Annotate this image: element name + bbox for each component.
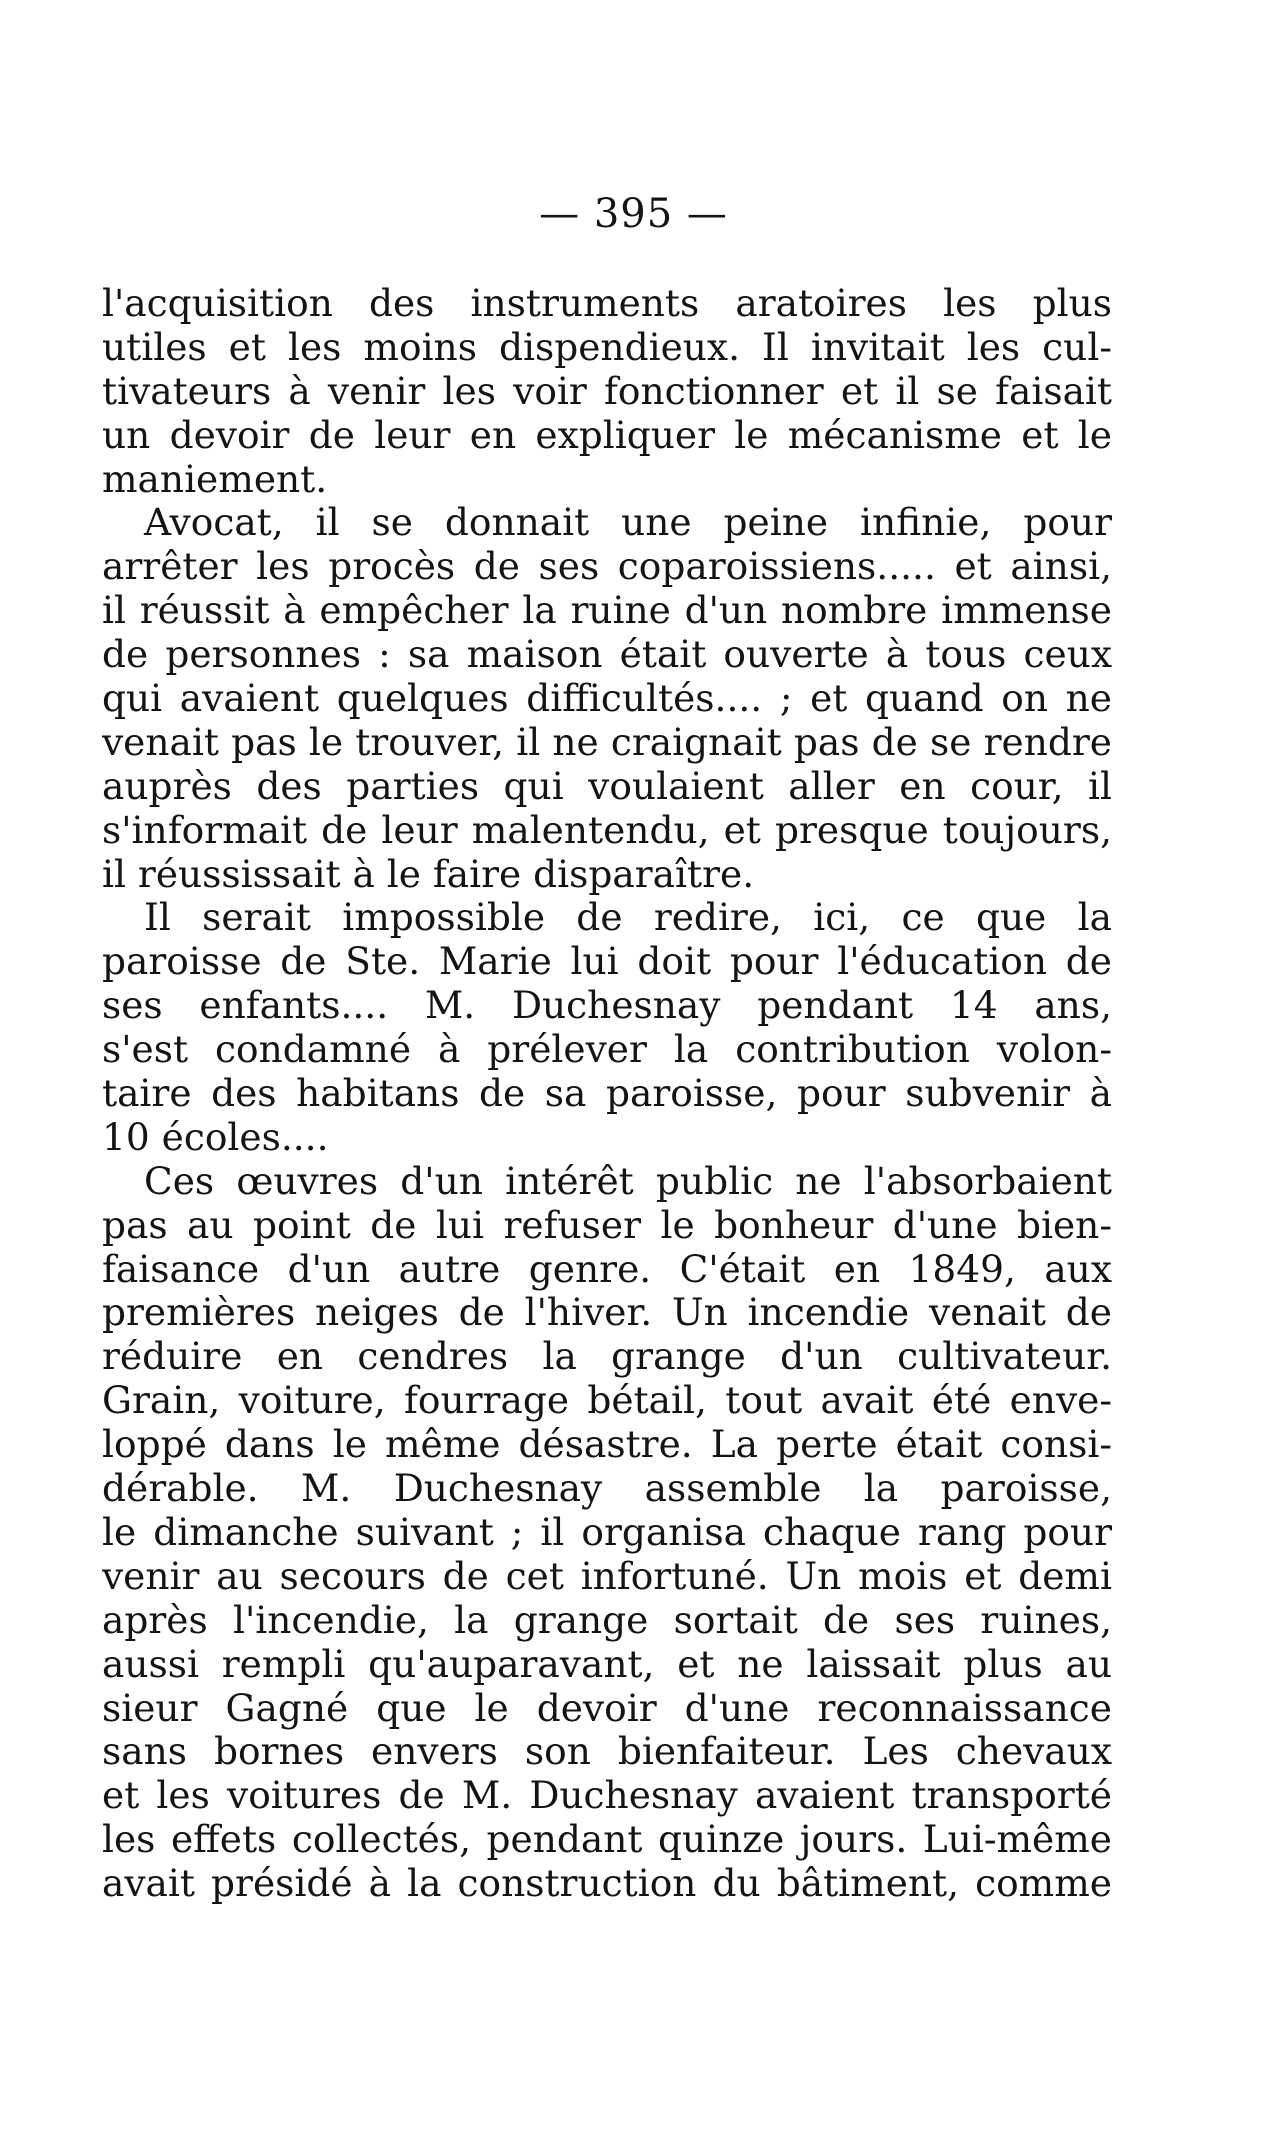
body-text [102,282,1112,1906]
text-line: sieur Gagné que le devoir d'une reconnaissance [102,1686,1112,1730]
text-line: 10 écoles.... [102,1115,329,1159]
text-line: avait présidé à la construction du bâtiment, comme [102,1862,1112,1906]
text-line: ses enfants.... M. Duchesnay pendant 14 ans, [102,984,1112,1028]
text-line: s'informait de leur malentendu, et presque toujours, [102,808,1112,852]
text-line: venir au secours de cet infortuné. Un mois et demi [102,1554,1112,1598]
text-line: Grain, voiture, fourrage bétail, tout avait été enve- [102,1379,1112,1423]
text-line: et les voitures de M. Duchesnay avaient transporté [102,1774,1112,1818]
text-line: le dimanche suivant ; il organisa chaque rang pour [102,1510,1112,1554]
text-line: pas au point de lui refuser le bonheur d'une bien- [102,1203,1112,1247]
text-line: maniement. [102,457,328,501]
text-line: s'est condamné à prélever la contribution volon- [102,1028,1112,1072]
text-line: tivateurs à venir les voir fonctionner et il se faisait [102,369,1112,413]
text-line: de personnes : sa maison était ouverte à tous ceux [102,633,1112,677]
text-line: auprès des parties qui voulaient aller en cour, il [102,764,1112,808]
text-line: paroisse de Ste. Marie lui doit pour l'éducation de [102,940,1112,984]
text-line: utiles et les moins dispendieux. Il invitait les cul- [102,325,1112,369]
page-number: — 395 — [539,191,728,237]
text-line: aussi rempli qu'auparavant, et ne laissait plus au [102,1642,1112,1686]
text-line: les effets collectés, pendant quinze jours. Lui-même [102,1818,1112,1862]
text-line: l'acquisition des instruments aratoires les plus [102,282,1112,325]
text-line: arrêter les procès de ses coparoissiens..... et ainsi, [102,545,1112,589]
text-line: après l'incendie, la grange sortait de ses ruines, [102,1598,1112,1642]
text-line: sans bornes envers son bienfaiteur. Les chevaux [102,1730,1112,1774]
text-line: taire des habitans de sa paroisse, pour subvenir à [102,1072,1112,1116]
text-line: Il serait impossible de redire, ici, ce que la [144,896,1112,940]
text-line: il réussissait à le faire disparaître. [102,852,755,896]
text-line: Ces œuvres d'un intérêt public ne l'absorbaient [144,1159,1112,1203]
text-line: réduire en cendres la grange d'un cultivateur. [102,1335,1112,1379]
text-line: Avocat, il se donnait une peine infinie, pour [144,501,1112,545]
text-line: faisance d'un autre genre. C'était en 1849, aux [102,1247,1112,1291]
text-line: dérable. M. Duchesnay assemble la paroisse, [102,1467,1112,1511]
text-line: il réussit à empêcher la ruine d'un nombre immense [102,589,1112,633]
text-line: un devoir de leur en expliquer le mécanisme et le [102,413,1112,457]
text-line: loppé dans le même désastre. La perte était consi- [102,1423,1112,1467]
text-line: qui avaient quelques difficultés.... ; et quand on ne [102,677,1112,721]
text-line: premières neiges de l'hiver. Un incendie venait de [102,1291,1112,1335]
text-line: venait pas le trouver, il ne craignait pas de se rendre [102,720,1112,764]
